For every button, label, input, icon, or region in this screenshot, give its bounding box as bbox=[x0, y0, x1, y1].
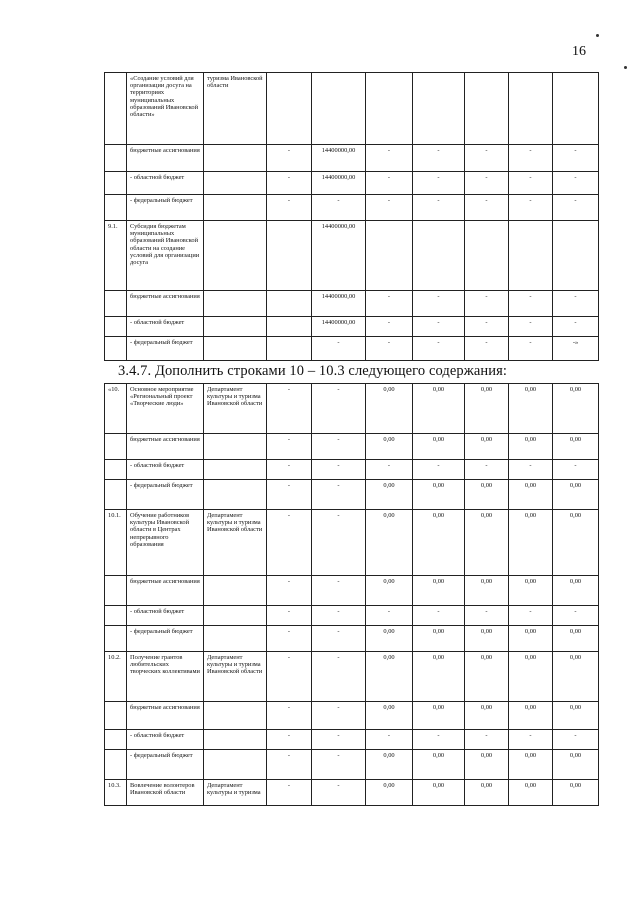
table-cell-c7 bbox=[413, 221, 465, 291]
table-cell-c5: - bbox=[312, 576, 366, 606]
table-cell-c6 bbox=[366, 221, 413, 291]
table-cell-name: - федеральный бюджет bbox=[127, 195, 204, 221]
table-cell-c8 bbox=[465, 221, 509, 291]
table-row bbox=[105, 626, 599, 652]
table-cell-c7: - bbox=[413, 172, 465, 195]
table-cell-exec: Департамент культуры и туризма Ивановской области bbox=[204, 652, 267, 702]
table-cell-c6: 0,00 bbox=[366, 780, 413, 806]
table-cell-name: Получение грантов любительских творческих коллективами bbox=[127, 652, 204, 702]
table-cell-c4: - bbox=[267, 195, 312, 221]
table-cell-c6: 0,00 bbox=[366, 576, 413, 606]
table-cell-c8: 0,00 bbox=[465, 702, 509, 730]
table-cell-exec bbox=[204, 337, 267, 361]
table-cell-name: Вовлечение волонтеров Ивановской области bbox=[127, 780, 204, 806]
table-cell-name: «Создание условий для организации досуга на территориях муниципальных образований Ивановской области» bbox=[127, 73, 204, 145]
table-cell-exec bbox=[204, 750, 267, 780]
table-cell-name: бюджетные ассигнования bbox=[127, 145, 204, 172]
table-cell-num bbox=[105, 172, 127, 195]
table-cell-exec bbox=[204, 626, 267, 652]
table-cell-c10: - bbox=[553, 317, 599, 337]
table-cell-c8: - bbox=[465, 606, 509, 626]
table-cell-c10: - bbox=[553, 730, 599, 750]
table-cell-c7: 0,00 bbox=[413, 702, 465, 730]
table-cell-c6: 0,00 bbox=[366, 750, 413, 780]
table-cell-c6: 0,00 bbox=[366, 480, 413, 510]
table-cell-c8: 0,00 bbox=[465, 652, 509, 702]
table-cell-c5: - bbox=[312, 652, 366, 702]
table-cell-c10 bbox=[553, 73, 599, 145]
scan-dot bbox=[596, 34, 599, 37]
table-cell-exec bbox=[204, 317, 267, 337]
table-cell-c10: 0,00 bbox=[553, 652, 599, 702]
table-row bbox=[105, 576, 599, 606]
table-cell-c4: - bbox=[267, 702, 312, 730]
table-row bbox=[105, 73, 599, 145]
table-cell-c4: - bbox=[267, 510, 312, 576]
table-row bbox=[105, 221, 599, 291]
table-cell-c10: 0,00 bbox=[553, 480, 599, 510]
table-cell-num bbox=[105, 626, 127, 652]
table-cell-c8: - bbox=[465, 730, 509, 750]
table-cell-num bbox=[105, 317, 127, 337]
section-heading: 3.4.7. Дополнить строками 10 – 10.3 следующего содержания: bbox=[118, 363, 508, 379]
table-cell-c5: - bbox=[312, 750, 366, 780]
table-cell-c6: 0,00 bbox=[366, 384, 413, 434]
table-row bbox=[105, 384, 599, 434]
table-cell-c5: - bbox=[312, 384, 366, 434]
table-cell-exec bbox=[204, 291, 267, 317]
table-row bbox=[105, 145, 599, 172]
table-cell-exec: Департамент культуры и туризма Ивановской области bbox=[204, 384, 267, 434]
table-cell-c9 bbox=[509, 73, 553, 145]
table-cell-c7 bbox=[413, 73, 465, 145]
table-cell-num: 10.2. bbox=[105, 652, 127, 702]
table-cell-name: - федеральный бюджет bbox=[127, 337, 204, 361]
table-cell-c8: 0,00 bbox=[465, 480, 509, 510]
table-cell-c8: - bbox=[465, 460, 509, 480]
table-row bbox=[105, 460, 599, 480]
table-cell-c6: - bbox=[366, 317, 413, 337]
table-cell-num: 10.3. bbox=[105, 780, 127, 806]
table-cell-c9: 0,00 bbox=[509, 702, 553, 730]
table-cell-num bbox=[105, 337, 127, 361]
table-cell-c5: - bbox=[312, 780, 366, 806]
table-cell-c9 bbox=[509, 221, 553, 291]
table-cell-c8: - bbox=[465, 317, 509, 337]
table-cell-c10: - bbox=[553, 460, 599, 480]
table-cell-c5: - bbox=[312, 460, 366, 480]
table-row bbox=[105, 606, 599, 626]
table-cell-num: «10. bbox=[105, 384, 127, 434]
table-cell-num bbox=[105, 145, 127, 172]
table-cell-c6: 0,00 bbox=[366, 702, 413, 730]
table-cell-c6: - bbox=[366, 172, 413, 195]
table-cell-c6: 0,00 bbox=[366, 652, 413, 702]
table-cell-c4: - bbox=[267, 172, 312, 195]
table-cell-c9: - bbox=[509, 195, 553, 221]
table-cell-c8: - bbox=[465, 145, 509, 172]
table-cell-name: - федеральный бюджет bbox=[127, 480, 204, 510]
table-cell-c7: 0,00 bbox=[413, 480, 465, 510]
table-cell-c6: - bbox=[366, 291, 413, 317]
table-cell-c7: - bbox=[413, 730, 465, 750]
table-cell-c9: 0,00 bbox=[509, 626, 553, 652]
table-cell-c10: 0,00 bbox=[553, 510, 599, 576]
table-cell-c10: 0,00 bbox=[553, 702, 599, 730]
table-cell-c8: 0,00 bbox=[465, 434, 509, 460]
table-row bbox=[105, 702, 599, 730]
table-row bbox=[105, 195, 599, 221]
table-cell-exec bbox=[204, 460, 267, 480]
table-cell-num bbox=[105, 434, 127, 460]
table-cell-num bbox=[105, 730, 127, 750]
table-cell-c6: - bbox=[366, 730, 413, 750]
table-cell-c9: - bbox=[509, 172, 553, 195]
table-cell-c5: 14400000,00 bbox=[312, 317, 366, 337]
table-row bbox=[105, 730, 599, 750]
table-cell-c10: 0,00 bbox=[553, 434, 599, 460]
table-cell-c6: - bbox=[366, 460, 413, 480]
table-cell-c5: - bbox=[312, 626, 366, 652]
table-cell-c8: - bbox=[465, 172, 509, 195]
table-cell-c10: 0,00 bbox=[553, 750, 599, 780]
table-cell-c5: - bbox=[312, 730, 366, 750]
table-cell-c5: - bbox=[312, 434, 366, 460]
table-cell-c8: - bbox=[465, 291, 509, 317]
table-cell-num: 10.1. bbox=[105, 510, 127, 576]
table-cell-c10: 0,00 bbox=[553, 780, 599, 806]
table-cell-c8: 0,00 bbox=[465, 576, 509, 606]
table-cell-num bbox=[105, 291, 127, 317]
table-cell-c5: - bbox=[312, 702, 366, 730]
table-cell-c4 bbox=[267, 73, 312, 145]
table-cell-num bbox=[105, 750, 127, 780]
table-cell-c4: - bbox=[267, 145, 312, 172]
table-cell-c10: 0,00 bbox=[553, 576, 599, 606]
table-cell-name: - областной бюджет bbox=[127, 460, 204, 480]
table-cell-exec bbox=[204, 606, 267, 626]
table-cell-c7: - bbox=[413, 460, 465, 480]
table-row bbox=[105, 317, 599, 337]
table-row bbox=[105, 750, 599, 780]
table-cell-c4: - bbox=[267, 626, 312, 652]
table-cell-exec: Департамент культуры и туризма Ивановской области bbox=[204, 510, 267, 576]
table-row bbox=[105, 780, 599, 806]
table-row bbox=[105, 172, 599, 195]
table-cell-c4: - bbox=[267, 750, 312, 780]
table-cell-c4 bbox=[267, 221, 312, 291]
table-cell-c6: 0,00 bbox=[366, 434, 413, 460]
table-cell-c9: 0,00 bbox=[509, 384, 553, 434]
scan-dot bbox=[624, 66, 627, 69]
table-cell-c5: 14400000,00 bbox=[312, 145, 366, 172]
table-cell-c9: - bbox=[509, 337, 553, 361]
table-cell-c5: - bbox=[312, 195, 366, 221]
table-cell-name: - областной бюджет bbox=[127, 606, 204, 626]
table-cell-name: Обучение работников культуры Ивановской области в Центрах непрерывного образования bbox=[127, 510, 204, 576]
table-cell-c7: - bbox=[413, 195, 465, 221]
table-cell-c10: - bbox=[553, 172, 599, 195]
table-row bbox=[105, 510, 599, 576]
table-cell-exec bbox=[204, 702, 267, 730]
table-cell-c8: 0,00 bbox=[465, 780, 509, 806]
table-cell-c5: - bbox=[312, 606, 366, 626]
table-cell-exec: Департамент культуры и туризма bbox=[204, 780, 267, 806]
table-cell-c10: - bbox=[553, 145, 599, 172]
table-cell-exec bbox=[204, 145, 267, 172]
table-cell-c7: 0,00 bbox=[413, 626, 465, 652]
table-cell-c9: 0,00 bbox=[509, 750, 553, 780]
table-cell-c8: - bbox=[465, 337, 509, 361]
table-cell-c9: - bbox=[509, 317, 553, 337]
table-cell-c5: - bbox=[312, 480, 366, 510]
table-cell-num bbox=[105, 480, 127, 510]
table-cell-c10: - bbox=[553, 606, 599, 626]
table-cell-c6: 0,00 bbox=[366, 626, 413, 652]
table-cell-name: - областной бюджет bbox=[127, 317, 204, 337]
table-cell-c8: - bbox=[465, 195, 509, 221]
table-cell-c9: 0,00 bbox=[509, 652, 553, 702]
table-cell-c10: -» bbox=[553, 337, 599, 361]
table-cell-c7: 0,00 bbox=[413, 750, 465, 780]
table-cell-c7: 0,00 bbox=[413, 652, 465, 702]
table-cell-exec bbox=[204, 480, 267, 510]
table-cell-c7: - bbox=[413, 606, 465, 626]
table-cell-c5 bbox=[312, 73, 366, 145]
table-cell-c4: - bbox=[267, 652, 312, 702]
table-cell-num bbox=[105, 702, 127, 730]
table-cell-c7: 0,00 bbox=[413, 384, 465, 434]
table-cell-c8: 0,00 bbox=[465, 626, 509, 652]
table-cell-c9: 0,00 bbox=[509, 780, 553, 806]
table-cell-c4: - bbox=[267, 780, 312, 806]
table-cell-name: бюджетные ассигнования bbox=[127, 576, 204, 606]
table-cell-c7: 0,00 bbox=[413, 780, 465, 806]
table-row bbox=[105, 652, 599, 702]
table-cell-c7: - bbox=[413, 145, 465, 172]
table-cell-c7: 0,00 bbox=[413, 510, 465, 576]
table-cell-num bbox=[105, 195, 127, 221]
table-cell-name: - федеральный бюджет bbox=[127, 626, 204, 652]
table-cell-exec bbox=[204, 172, 267, 195]
table-cell-exec: туризма Ивановской области bbox=[204, 73, 267, 145]
table-cell-exec bbox=[204, 221, 267, 291]
table-cell-c8: 0,00 bbox=[465, 510, 509, 576]
table-cell-c5: 14400000,00 bbox=[312, 221, 366, 291]
table-cell-exec bbox=[204, 576, 267, 606]
table-cell-num bbox=[105, 73, 127, 145]
table-cell-c7: - bbox=[413, 337, 465, 361]
table-cell-c9: - bbox=[509, 460, 553, 480]
table-cell-name: бюджетные ассигнования bbox=[127, 702, 204, 730]
table-row bbox=[105, 434, 599, 460]
table-cell-exec bbox=[204, 434, 267, 460]
table-cell-c4: - bbox=[267, 480, 312, 510]
budget-table-top bbox=[104, 72, 599, 361]
table-cell-c6: - bbox=[366, 195, 413, 221]
table-cell-c4: - bbox=[267, 384, 312, 434]
table-cell-name: бюджетные ассигнования bbox=[127, 434, 204, 460]
table-cell-c4: - bbox=[267, 434, 312, 460]
table-cell-c9: - bbox=[509, 291, 553, 317]
table-cell-c4 bbox=[267, 337, 312, 361]
table-cell-name: Субсидия бюджетам муниципальных образований Ивановской области на создание условий для организации досуга bbox=[127, 221, 204, 291]
table-cell-exec bbox=[204, 730, 267, 750]
table-cell-num bbox=[105, 606, 127, 626]
table-row bbox=[105, 337, 599, 361]
table-cell-num: 9.1. bbox=[105, 221, 127, 291]
table-row bbox=[105, 291, 599, 317]
table-cell-num bbox=[105, 460, 127, 480]
table-cell-c9: - bbox=[509, 606, 553, 626]
table-cell-c6: - bbox=[366, 606, 413, 626]
table-cell-c4: - bbox=[267, 460, 312, 480]
table-cell-c8: 0,00 bbox=[465, 384, 509, 434]
table-cell-c8 bbox=[465, 73, 509, 145]
page-number: 16 bbox=[572, 44, 586, 59]
table-cell-c9: 0,00 bbox=[509, 510, 553, 576]
table-cell-name: Основное мероприятие «Региональный проект «Творческие люди» bbox=[127, 384, 204, 434]
table-cell-c4 bbox=[267, 317, 312, 337]
table-row bbox=[105, 480, 599, 510]
table-cell-name: - областной бюджет bbox=[127, 730, 204, 750]
table-cell-exec bbox=[204, 195, 267, 221]
table-cell-c6: - bbox=[366, 145, 413, 172]
table-cell-c9: - bbox=[509, 730, 553, 750]
table-cell-num bbox=[105, 576, 127, 606]
table-cell-c7: 0,00 bbox=[413, 434, 465, 460]
table-cell-c6 bbox=[366, 73, 413, 145]
table-cell-c4: - bbox=[267, 606, 312, 626]
table-cell-c7: - bbox=[413, 317, 465, 337]
table-cell-c7: - bbox=[413, 291, 465, 317]
table-cell-c10: - bbox=[553, 195, 599, 221]
table-cell-c7: 0,00 bbox=[413, 576, 465, 606]
table-cell-c10: - bbox=[553, 291, 599, 317]
table-cell-name: бюджетные ассигнования bbox=[127, 291, 204, 317]
table-cell-c9: 0,00 bbox=[509, 480, 553, 510]
table-cell-c4: - bbox=[267, 576, 312, 606]
table-cell-c4 bbox=[267, 291, 312, 317]
table-cell-c10: 0,00 bbox=[553, 384, 599, 434]
table-cell-c9: - bbox=[509, 145, 553, 172]
table-cell-c6: 0,00 bbox=[366, 510, 413, 576]
table-cell-c8: 0,00 bbox=[465, 750, 509, 780]
table-cell-c5: - bbox=[312, 337, 366, 361]
table-cell-c10 bbox=[553, 221, 599, 291]
table-cell-c10: 0,00 bbox=[553, 626, 599, 652]
table-cell-c6: - bbox=[366, 337, 413, 361]
table-cell-c5: 14400000,00 bbox=[312, 291, 366, 317]
table-cell-c5: - bbox=[312, 510, 366, 576]
table-cell-c4: - bbox=[267, 730, 312, 750]
budget-table-bottom bbox=[104, 383, 599, 806]
table-cell-name: - федеральный бюджет bbox=[127, 750, 204, 780]
table-cell-name: - областной бюджет bbox=[127, 172, 204, 195]
table-cell-c9: 0,00 bbox=[509, 576, 553, 606]
table-cell-c9: 0,00 bbox=[509, 434, 553, 460]
table-cell-c5: 14400000,00 bbox=[312, 172, 366, 195]
